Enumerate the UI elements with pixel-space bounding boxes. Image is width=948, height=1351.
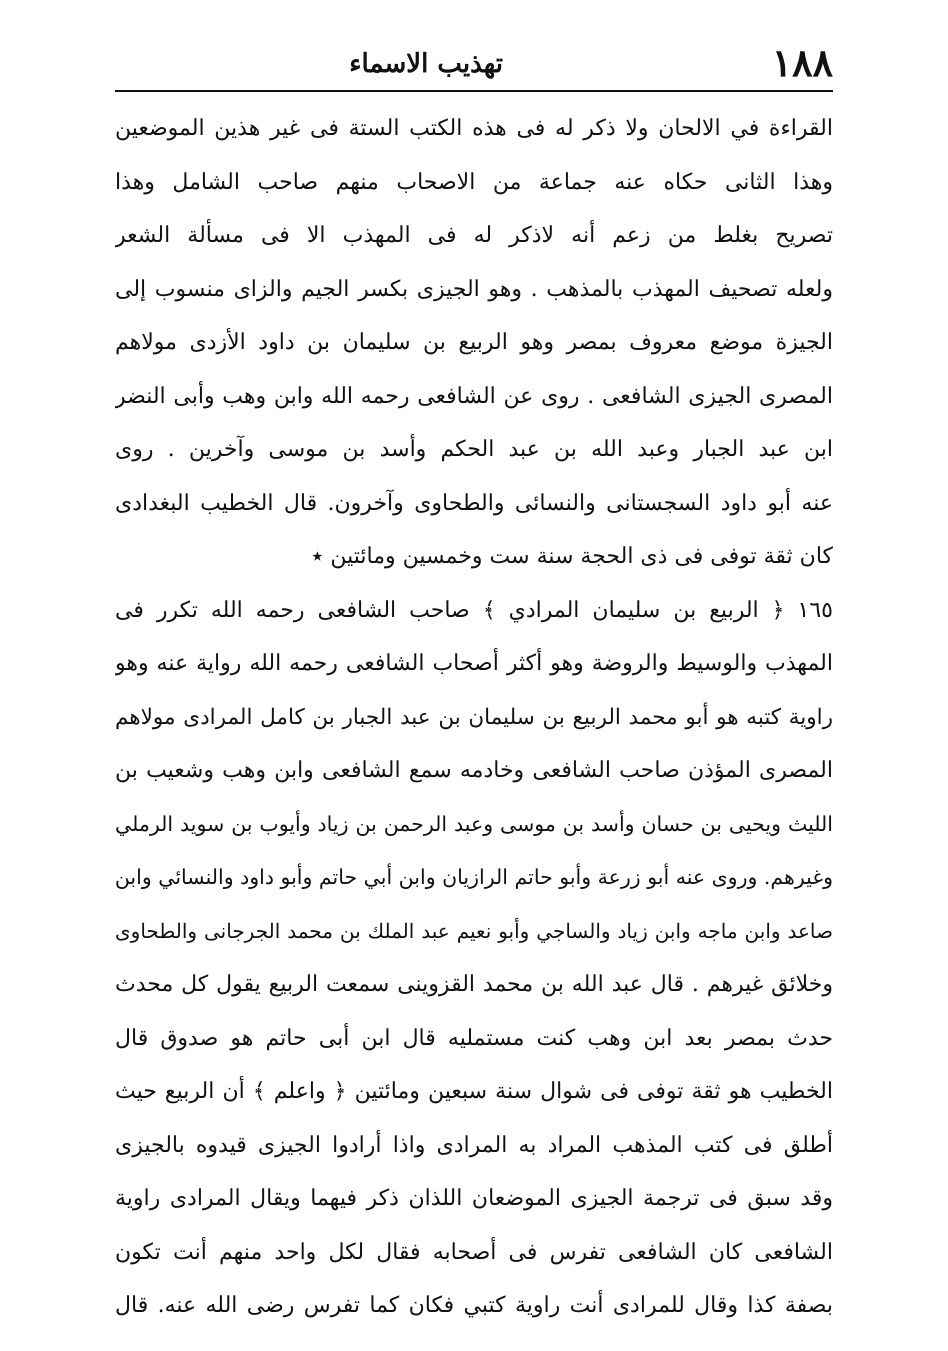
running-title: تهذيب الاسماء [349,49,503,79]
text-line: القراءة في الالحان ولا ذكر له فى هذه الكتب الستة فى غير هذين الموضعين [115,116,833,141]
text-line: المصرى المؤذن صاحب الشافعى وخادمه سمع الشافعى وابن وهب وشعيب بن [115,758,833,783]
text-line: بصفة كذا وقال للمرادى أنت راوية كتبي فكان كما تفرس رضى الله عنه. قال [115,1293,833,1318]
page-number: ١٨٨ [771,40,833,85]
text-line: وغيرهم. وروى عنه أبو زرعة وأبو حاتم الرازيان وابن أبي حاتم وأبو داود والنسائي وابن [115,865,833,889]
text-line: المصرى الجيزى الشافعى . روى عن الشافعى رحمه الله وابن وهب وأبى النضر [115,383,833,409]
text-line: عنه أبو داود السجستانى والنسائى والطحاوى وآخرون. قال الخطيب البغدادى [115,490,833,516]
text-line: صاعد وابن ماجه وابن زياد والساجي وأبو نعيم عبد الملك بن محمد الجرجانى والطحاوى [115,918,833,943]
text-line: المهذب والوسيط والروضة وهو أكثر أصحاب الشافعى رحمه الله رواية عنه وهو [115,651,833,676]
text-line: أطلق فى كتب المذهب المراد به المرادى واذا أرادوا الجيزى قيدوه بالجيزى [115,1132,833,1158]
text-line: وهذا الثانى حكاه عنه جماعة من الاصحاب منهم صاحب الشامل وهذا [115,169,833,195]
text-line: الخطيب هو ثقة توفى فى شوال سنة سبعين ومائتين ﴿ واعلم ﴾ أن الربيع حيث [115,1079,833,1104]
text-line: وخلائق غيرهم . قال عبد الله بن محمد القزوينى سمعت الربيع يقول كل محدث [115,972,833,997]
text-line: ولعله تصحيف المهذب بالمذهب . وهو الجيزى بكسر الجيم والزاى منسوب إلى [115,276,833,302]
paragraph [115,102,833,584]
text-line: تصريح بغلط من زعم أنه لاذكر له فى المهذب الا فى مسألة الشعر [115,223,833,248]
text-line: الشافعى كان الشافعى تفرس فى أصحابه فقال لكل واحد منهم أنت تكون [115,1239,833,1265]
text-line: الليث ويحيى بن حسان وأسد بن موسى وعبد الرحمن بن زياد وأيوب بن سويد الرملي [115,811,833,836]
page-header [115,38,833,88]
header-divider [115,90,833,92]
text-line: ابن عبد الجبار وعبد الله بن عبد الحكم وأسد بن موسى وآخرين . روى [115,437,833,462]
entry-heading-line: ١٦٥ ﴿ الربيع بن سليمان المرادي ﴾ صاحب الشافعى رحمه الله تكرر فى [115,597,833,623]
paragraph [115,584,833,1333]
text-line: حدث بمصر بعد ابن وهب كنت مستمليه قال ابن أبى حاتم هو صدوق قال [115,1025,833,1051]
text-line: وقد سبق فى ترجمة الجيزى الموضعان اللذان ذكر فيهما ويقال المرادى راوية [115,1186,833,1211]
text-line: الجيزة موضع معروف بمصر وهو الربيع بن سليمان بن داود الأزدى مولاهم [115,330,833,355]
text-line: راوية كتبه هو أبو محمد الربيع بن سليمان بن عبد الجبار بن كامل المرادى مولاهم [115,704,833,730]
text-line: كان ثقة توفى فى ذى الحجة سنة ست وخمسين ومائتين ٭ [311,544,833,569]
body-text [115,102,833,1333]
